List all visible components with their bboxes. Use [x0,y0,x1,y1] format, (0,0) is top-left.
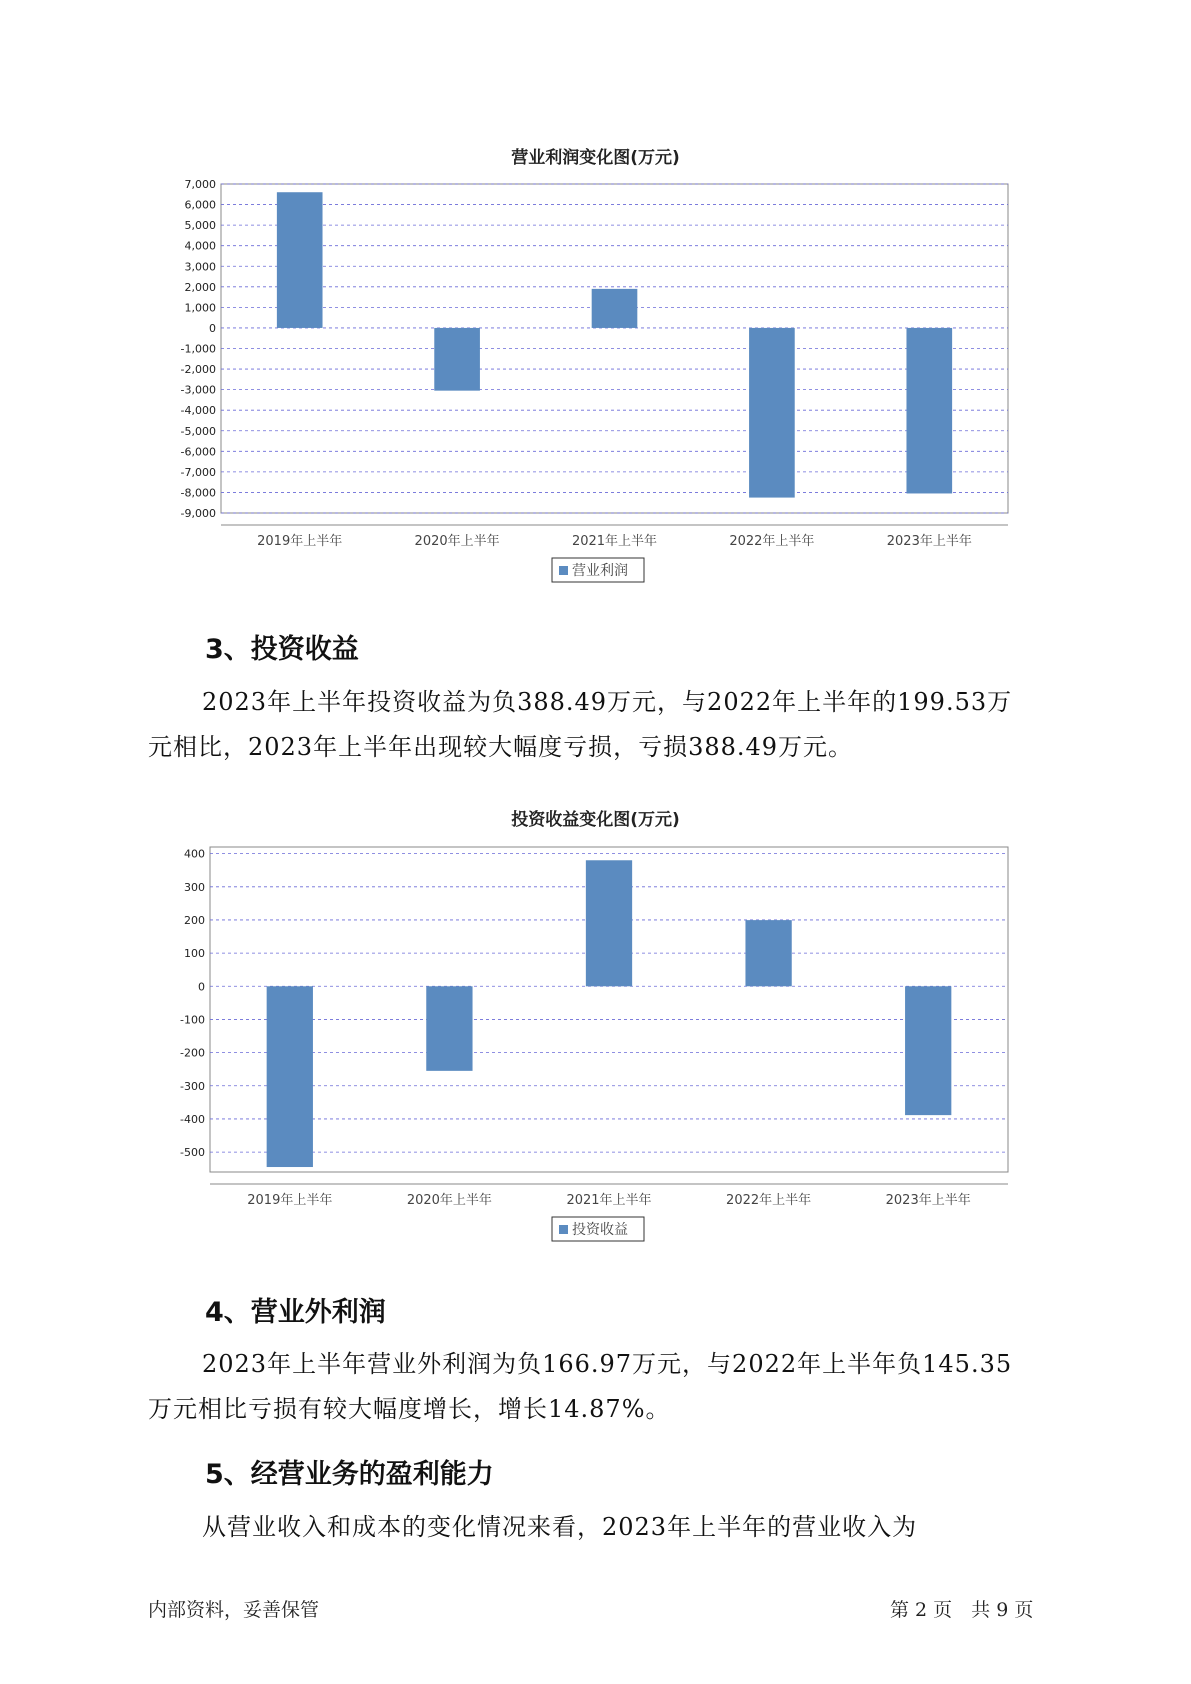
chart1-title: 营业利润变化图(万元) [511,148,680,168]
heading-non-operating-profit: 4、营业外利润 [205,1297,386,1328]
legend-label: 营业利润 [572,563,628,579]
footer-page-number: 第 2 页 共 9 页 [890,1599,1034,1621]
y-tick-label: -200 [180,1046,205,1060]
paragraph-investment-income [148,680,1048,770]
x-tick-label: 2019年上半年 [247,1193,333,1208]
y-tick-label: -500 [180,1146,205,1160]
y-tick-label: -5,000 [180,424,216,438]
y-tick-label: 0 [209,321,216,335]
y-tick-label: -1,000 [180,342,216,356]
y-tick-label: 300 [184,880,205,894]
paragraph-profitability [148,1505,1048,1550]
paragraph-non-operating-profit [148,1342,1048,1432]
chart2-title: 投资收益变化图(万元) [511,810,680,830]
x-tick-label: 2023年上半年 [885,1193,971,1208]
y-tick-label: -8,000 [180,486,216,500]
bar [434,328,480,391]
y-tick-label: -100 [180,1013,205,1027]
chart1-operating-profit [0,170,1191,590]
heading-investment-income: 3、投资收益 [205,634,359,665]
x-tick-label: 2022年上半年 [729,534,815,549]
y-tick-label: 2,000 [184,280,216,294]
bar [426,986,472,1071]
paragraph-line: 从营业收入和成本的变化情况来看，2023年上半年的营业收入为 [202,1513,918,1541]
y-tick-label: -9,000 [180,507,216,520]
footer-confidential-note: 内部资料，妥善保管 [148,1599,320,1621]
x-tick-label: 2022年上半年 [726,1193,812,1208]
y-tick-label: -6,000 [180,445,216,459]
legend-label: 投资收益 [572,1222,628,1238]
bar [267,986,313,1167]
bar [277,192,323,328]
x-tick-label: 2019年上半年 [257,534,343,549]
legend-swatch [559,1225,568,1234]
y-tick-label: 3,000 [184,260,216,274]
x-tick-label: 2020年上半年 [406,1193,492,1208]
y-tick-label: -7,000 [180,465,216,479]
bar [592,289,638,328]
y-tick-label: -300 [180,1079,205,1093]
y-tick-label: 1,000 [184,301,216,315]
paragraph-line: 2023年上半年投资收益为负388.49万元，与2022年上半年的199.53万 [202,688,1013,716]
paragraph-line: 万元相比亏损有较大幅度增长，增长14.87%。 [148,1395,671,1423]
y-tick-label: 400 [184,847,205,861]
legend-swatch [559,566,568,575]
y-tick-label: 5,000 [184,219,216,233]
heading-profitability: 5、经营业务的盈利能力 [205,1459,494,1490]
x-tick-label: 2021年上半年 [566,1193,652,1208]
chart2-investment-income [0,835,1191,1255]
y-tick-label: 4,000 [184,239,216,253]
y-tick-label: 200 [184,913,205,927]
y-tick-label: -4,000 [180,404,216,418]
y-tick-label: 6,000 [184,198,216,212]
bar [906,328,952,494]
y-tick-label: 100 [184,947,205,961]
x-tick-label: 2021年上半年 [571,534,658,549]
bar [749,328,795,498]
y-tick-label: -3,000 [180,383,216,397]
y-tick-label: 7,000 [184,178,216,191]
bar [905,986,951,1115]
y-tick-label: 0 [198,980,205,994]
y-tick-label: -400 [180,1112,205,1126]
bar [586,860,632,986]
paragraph-line: 2023年上半年营业外利润为负166.97万元，与2022年上半年负145.35 [202,1350,1013,1378]
y-tick-label: -2,000 [180,363,216,377]
x-tick-label: 2023年上半年 [886,534,972,549]
bar [745,920,791,986]
paragraph-line: 元相比，2023年上半年出现较大幅度亏损，亏损388.49万元。 [148,733,854,761]
x-tick-label: 2020年上半年 [414,534,500,549]
